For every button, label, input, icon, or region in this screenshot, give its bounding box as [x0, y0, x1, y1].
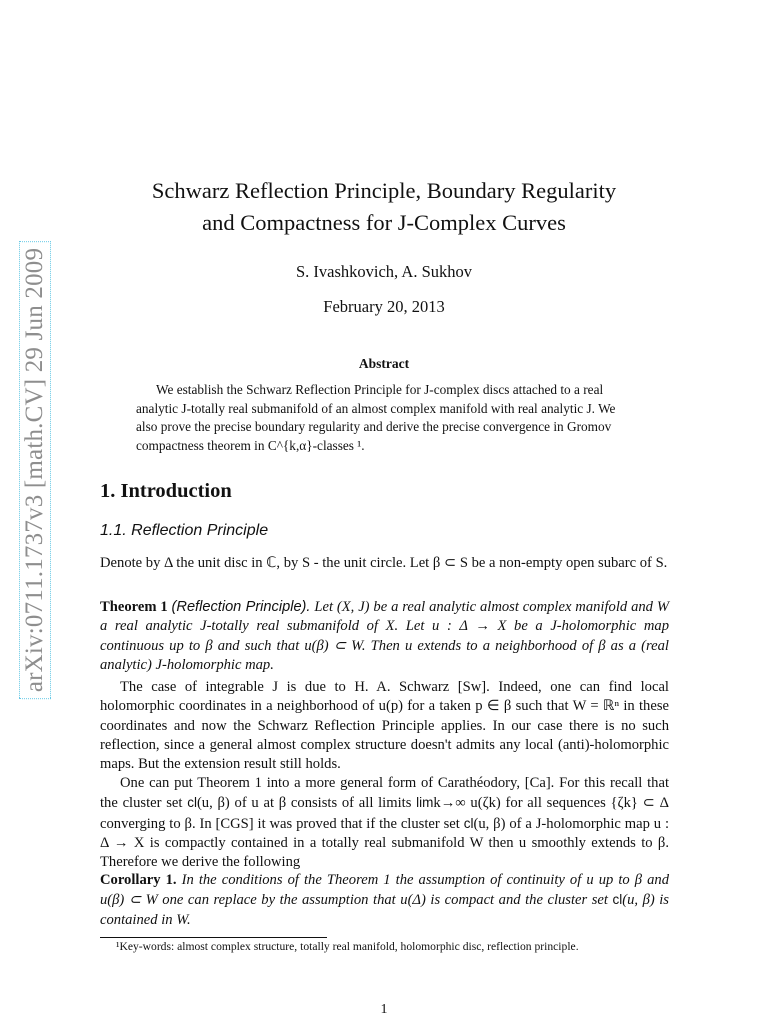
caratheodory-paragraph: [100, 774, 669, 872]
footnote: ¹Key-words: almost complex structure, totally real manifold, holomorphic disc, reflection principle.: [116, 940, 579, 953]
section-title: 1. Introduction: [100, 480, 232, 502]
theorem-label: Theorem 1: [100, 599, 168, 615]
theorem-block: [100, 598, 669, 675]
caratheodory-text-3: k→∞ u(ζk) for all sequences {ζk} ⊂ Δ converging to β. In [CGS] it was proved that if the cluster set: [100, 795, 669, 832]
arxiv-identifier-stamp: arXiv:0711.1737v3 [math.CV] 29 Jun 2009: [19, 241, 51, 699]
corollary-text-2: (u, β) is contained in W.: [100, 892, 669, 928]
schwarz-text: The case of integrable J is due to H. A. Schwarz [Sw]. Indeed, one can find local holomorphic coordinates in a neighborhood of u(p) for a taken p ∈ β such that W = ℝⁿ in these coordinates and now the Schwarz Reflection Principle applies. In our case there is no such reflection, since a general almost complex structure doesn't admits any local (anti)-holomorphic maps. But the extension result still holds.: [100, 679, 669, 773]
caratheodory-text-4: (u, β) of a J-holomorphic map u : Δ → X is compactly contained in a totally real submanifold W then u smoothly extends to β. Therefore we derive the following: [100, 815, 670, 871]
page-number: 1: [380, 1002, 388, 1017]
title-line-2: and Compactness for J-Complex Curves: [202, 210, 566, 235]
caratheodory-text-2: (u, β) of u at β consists of all limits: [196, 795, 417, 812]
schwarz-paragraph: [100, 678, 669, 774]
cluster-set-label: cl: [612, 892, 623, 908]
caratheodory-text-1: One can put Theorem 1 into a more general form of Carathéodory, [Ca]. For this recall that the cluster set: [100, 775, 669, 812]
subsection-title: 1.1. Reflection Principle: [100, 522, 269, 539]
paper-title: [90, 175, 678, 239]
paper-date: February 20, 2013: [323, 297, 445, 316]
abstract-heading: Abstract: [358, 356, 410, 371]
theorem-name: (Reflection Principle).: [171, 599, 311, 615]
theorem-text: Let (X, J) be a real analytic almost complex manifold and W a real analytic J-totally real submanifold of X. Let u : Δ → X be a J-holomorphic map continuous up to β and such that u(β) ⊂ W. Then u extends to a neighborhood of β as a (real analytic) J-holomorphic map.: [100, 599, 669, 673]
footnote-rule: [100, 937, 327, 938]
limit-label: lim: [416, 795, 434, 811]
corollary-text-1: In the conditions of the Theorem 1 the assumption of continuity of u up to β and u(β) ⊂ W one can replace by the assumption that u(Δ) is compact and the cluster set: [100, 872, 669, 909]
cluster-set-label: cl: [187, 795, 197, 811]
abstract-body: [136, 381, 632, 455]
corollary-block: [100, 871, 669, 930]
cluster-set-label: cl: [463, 815, 474, 831]
paper-authors: S. Ivashkovich, A. Sukhov: [295, 262, 472, 281]
abstract-text: We establish the Schwarz Reflection Principle for J-complex discs attached to a real analytic J-totally real submanifold of an almost complex manifold with real analytic J. We also prove the precise boundary regularity and derive the precise convergence in Gromov compactness theorem in C^{k,α}-classes ¹.: [136, 382, 616, 453]
intro-paragraph: Denote by Δ the unit disc in ℂ, by S - the unit circle. Let β ⊂ S be a non-empty open subarc of S.: [100, 555, 668, 571]
title-line-1: Schwarz Reflection Principle, Boundary Regularity: [151, 178, 617, 203]
corollary-label: Corollary 1.: [100, 872, 177, 888]
